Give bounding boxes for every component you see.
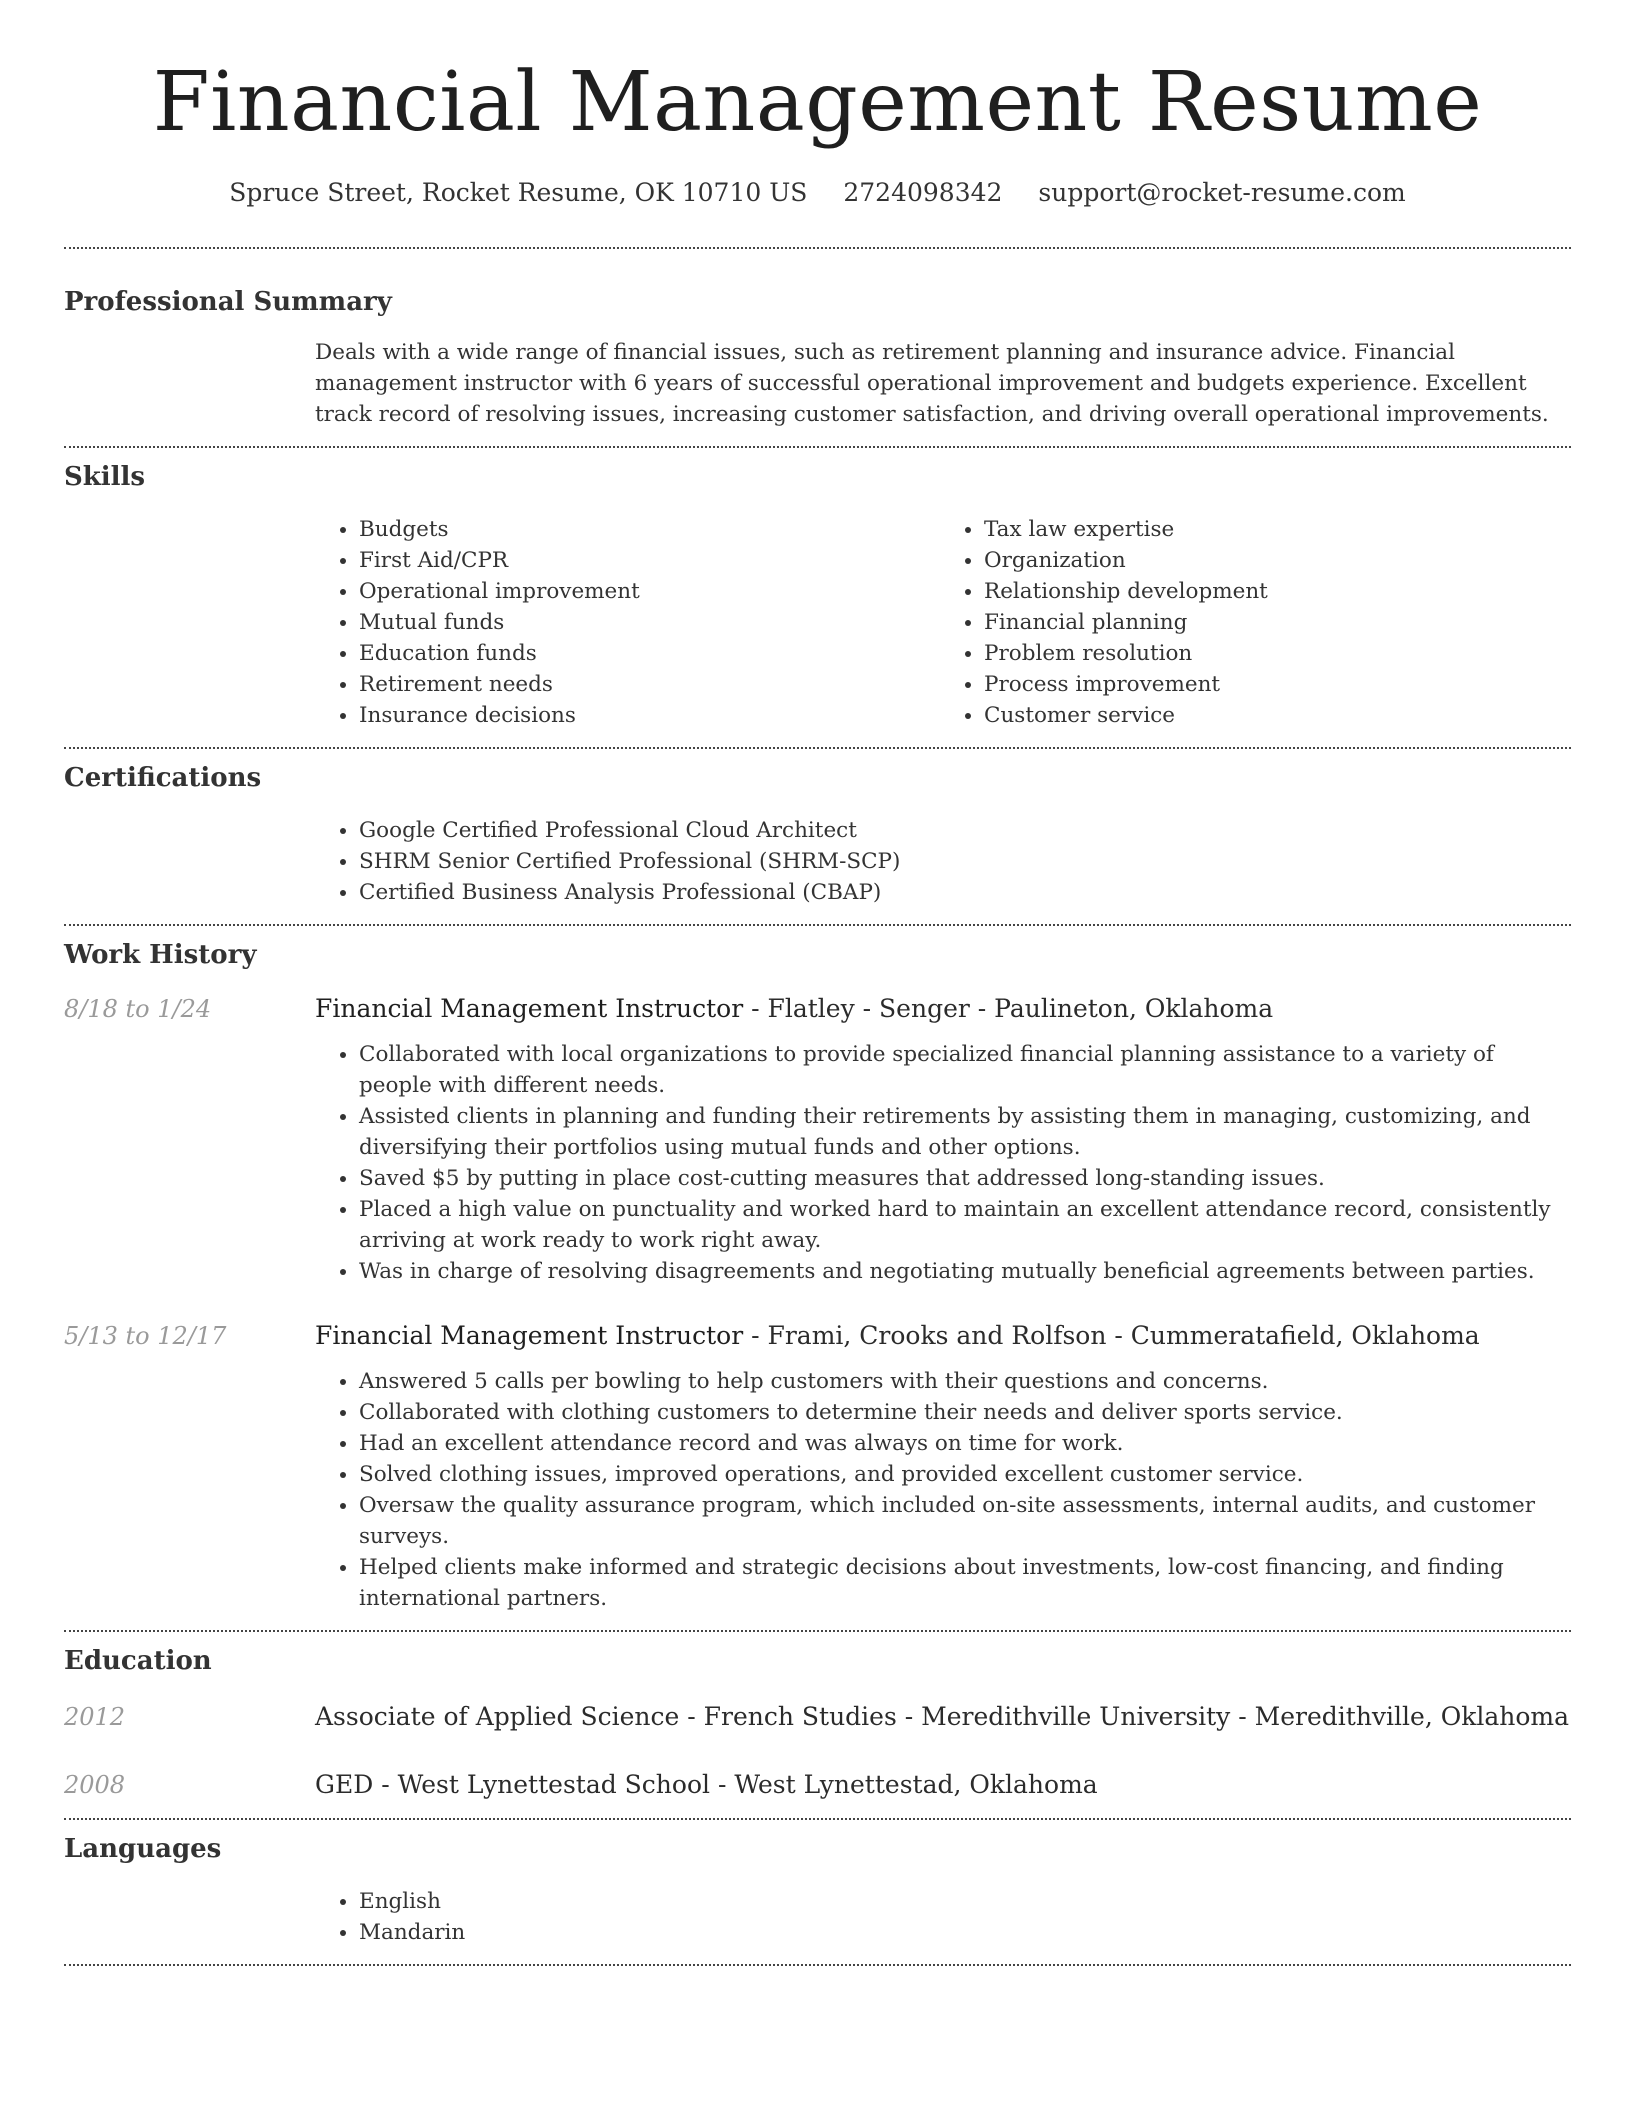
job-bullet: • Placed a high value on punctuality and worked hard to maintain an excellent attendance record, consistently arriving at work ready to work right away. (359, 1194, 1565, 1256)
job-bullet: • Oversaw the quality assurance program, which included on-site assessments, internal audits, and customer surveys. (359, 1490, 1565, 1552)
skill-item: • Retirement needs (359, 669, 940, 700)
education-text: Associate of Applied Science - French Studies - Meredithville University - Meredithville, Oklahoma (315, 1702, 1570, 1731)
skill-item: • Financial planning (984, 607, 1565, 638)
job-role: Financial Management Instructor (315, 994, 744, 1023)
certifications-section (64, 749, 1571, 908)
contact-line (64, 176, 1571, 210)
summary-heading: Professional Summary (64, 287, 392, 317)
job-bullet: • Saved $5 by putting in place cost-cutting measures that addressed long-standing issues. (359, 1163, 1565, 1194)
languages-section (64, 1820, 1571, 1948)
skills-list-left (315, 514, 940, 731)
education-heading: Education (64, 1646, 212, 1676)
job-dates: 5/13 to 12/17 (64, 1322, 227, 1350)
job-header (64, 992, 1571, 1026)
work-heading: Work History (64, 940, 257, 970)
job-bullet: • Collaborated with clothing customers to determine their needs and deliver sports service. (359, 1397, 1565, 1428)
skill-item: • Tax law expertise (984, 514, 1565, 545)
skill-item: • Process improvement (984, 669, 1565, 700)
skills-section (64, 448, 1571, 731)
job-title-line (315, 1319, 1480, 1353)
job-bullet: • Had an excellent attendance record and was always on time for work. (359, 1428, 1565, 1459)
certifications-list (315, 815, 1565, 908)
job-bullets (315, 1366, 1565, 1614)
language-item: • Mandarin (359, 1917, 1565, 1948)
certification-item: • Certified Business Analysis Professional (CBAP) (359, 877, 1565, 908)
resume-page (64, 0, 1571, 1966)
job-details: - Flatley - Senger - Paulineton, Oklahoma (743, 994, 1274, 1023)
job-details: - Frami, Crooks and Rolfson - Cummeratafield, Oklahoma (743, 1321, 1480, 1350)
job-bullet: • Collaborated with local organizations to provide specialized financial planning assistance to a variety of people with different needs. (359, 1039, 1565, 1101)
job-bullets (315, 1039, 1565, 1287)
contact-address: Spruce Street, Rocket Resume, OK 10710 US (229, 178, 808, 207)
skill-item: • Budgets (359, 514, 940, 545)
language-item: • English (359, 1886, 1565, 1917)
job-dates: 8/18 to 1/24 (64, 995, 212, 1023)
summary-content (315, 337, 1565, 430)
certifications-content (315, 815, 1565, 908)
certifications-heading: Certifications (64, 763, 262, 793)
skill-item: • Mutual funds (359, 607, 940, 638)
skill-item: • Organization (984, 545, 1565, 576)
education-entry (64, 1700, 1571, 1734)
resume-title: Financial Management Resume (152, 55, 1483, 150)
skills-heading: Skills (64, 462, 146, 492)
skill-item: • First Aid/CPR (359, 545, 940, 576)
skill-item: • Customer service (984, 700, 1565, 731)
education-text: GED - West Lynettestad School - West Lynettestad, Oklahoma (315, 1770, 1098, 1799)
summary-section (64, 249, 1571, 430)
job-role: Financial Management Instructor (315, 1321, 744, 1350)
work-section (64, 926, 1571, 1614)
languages-list (315, 1886, 1565, 1948)
summary-text: Deals with a wide range of financial issues, such as retirement planning and insurance advice. Financial management instructor with 6 years of successful operational improvement and budgets experience. Excellent track record of resolving issues, increasing customer satisfaction, and driving overall operational improvements. (315, 340, 1549, 427)
divider (64, 1964, 1571, 1966)
job-bullet-list (315, 1039, 1565, 1287)
languages-content (315, 1886, 1565, 1948)
skill-item: • Problem resolution (984, 638, 1565, 669)
job-bullet: • Solved clothing issues, improved operations, and provided excellent customer service. (359, 1459, 1565, 1490)
skill-item: • Education funds (359, 638, 940, 669)
skills-list-right (940, 514, 1565, 731)
job-entry (64, 1319, 1571, 1614)
skills-content (315, 514, 1565, 731)
certification-item: • Google Certified Professional Cloud Architect (359, 815, 1565, 846)
job-header (64, 1319, 1571, 1353)
education-year: 2008 (64, 1771, 126, 1799)
job-bullet: • Assisted clients in planning and funding their retirements by assisting them in managing, customizing, and diversifying their portfolios using mutual funds and other options. (359, 1101, 1565, 1163)
education-entry (64, 1768, 1571, 1802)
job-bullet: • Was in charge of resolving disagreements and negotiating mutually beneficial agreements between parties. (359, 1256, 1565, 1287)
languages-heading: Languages (64, 1834, 222, 1864)
skill-item: • Relationship development (984, 576, 1565, 607)
education-year: 2012 (64, 1703, 126, 1731)
job-bullet: • Helped clients make informed and strategic decisions about investments, low-cost financing, and finding international partners. (359, 1552, 1565, 1614)
skill-item: • Insurance decisions (359, 700, 940, 731)
contact-email: support@rocket-resume.com (1038, 178, 1406, 207)
education-section (64, 1632, 1571, 1802)
skill-item: • Operational improvement (359, 576, 940, 607)
job-bullet-list (315, 1366, 1565, 1614)
job-title-line (315, 992, 1273, 1026)
job-entry (64, 992, 1571, 1287)
job-bullet: • Answered 5 calls per bowling to help customers with their questions and concerns. (359, 1366, 1565, 1397)
certification-item: • SHRM Senior Certified Professional (SHRM-SCP) (359, 846, 1565, 877)
contact-phone: 2724098342 (843, 178, 1003, 207)
